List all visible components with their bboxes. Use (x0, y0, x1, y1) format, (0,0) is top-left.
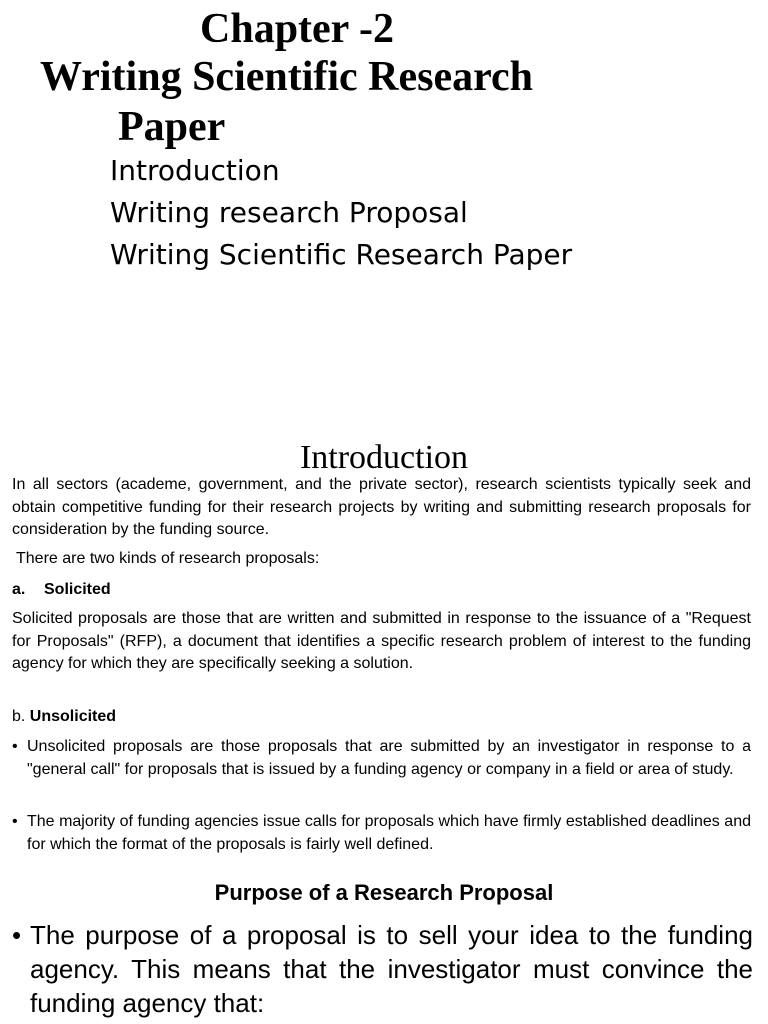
unsolicited-label: Unsolicited (29, 708, 117, 725)
chapter-title-line-2: Writing Scientific Research (40, 54, 534, 100)
list-item (12, 811, 751, 856)
purpose-bullet-text: The purpose of a proposal is to sell your idea to the funding agency. This means that the investigator must convince the funding agency that: (30, 920, 753, 1018)
unsolicited-marker: b. (12, 708, 26, 725)
solicited-paragraph: Solicited proposals are those that are written and submitted in response to the issuance of a "Request for Proposals" (RFP), a document that identifies a specific research problem of interest to the funding agency for which they are specifically seeking a solution. (12, 610, 751, 672)
purpose-heading: Purpose of a Research Proposal (214, 880, 554, 905)
solicited-label: Solicited (44, 581, 111, 598)
intro-paragraph: In all sectors (academe, government, and the private sector), research scientists typically seek and obtain competitive funding for their research projects by writing and submitting research proposals for consideration by the funding source. (12, 476, 751, 538)
outline-item: Writing Scientific Research Paper (110, 238, 573, 271)
unsolicited-bullet-list-2 (12, 811, 751, 856)
solicited-heading (12, 579, 111, 601)
purpose-bullet (12, 918, 753, 1020)
proposal-kinds-paragraph: There are two kinds of research proposals: (16, 550, 320, 567)
chapter-title-line-3: Paper (118, 104, 226, 150)
outline-item: Writing research Proposal (110, 196, 468, 229)
bullet-text: The majority of funding agencies issue calls for proposals which have firmly established deadlines and for which the format of the proposals is fairly well defined. (27, 813, 751, 853)
introduction-heading: Introduction (299, 439, 469, 476)
unsolicited-heading (12, 706, 116, 728)
chapter-outline (110, 150, 572, 276)
bullet-icon: • (12, 738, 18, 755)
bullet-icon: • (12, 920, 22, 950)
unsolicited-bullet-list (12, 736, 751, 781)
bullet-icon: • (12, 813, 18, 830)
bullet-text: Unsolicited proposals are those proposals that are submitted by an investigator in response to a "general call" for proposals that is issued by a funding agency or company in a field or area of study. (27, 738, 751, 778)
chapter-title-line-1: Chapter -2 (200, 6, 395, 52)
outline-item: Introduction (110, 154, 280, 187)
solicited-marker: a. (12, 581, 26, 598)
list-item (12, 736, 751, 781)
